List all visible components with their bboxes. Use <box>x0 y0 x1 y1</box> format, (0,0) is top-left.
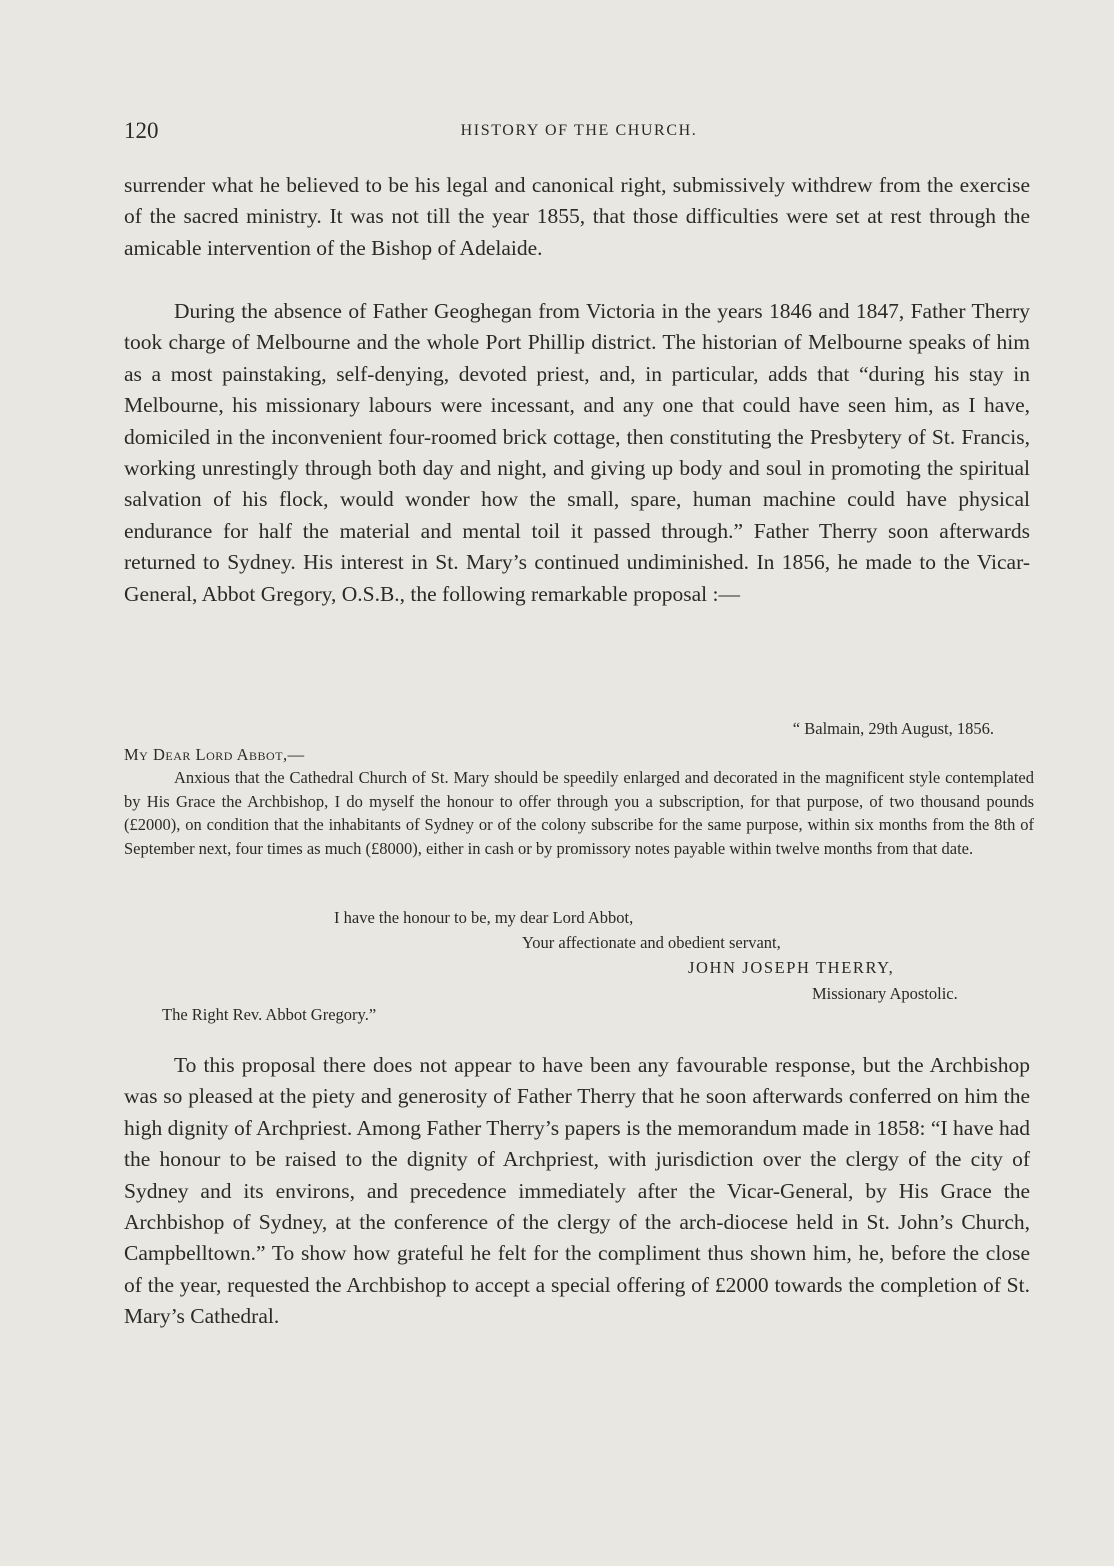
paragraph-1-text: surrender what he believed to be his legal and canonical right, submissively withdrew from the exercise of the sacred ministry. It was not till the year 1855, that those difficulties were set at rest through the amicable intervention of the Bishop of Adelaide. <box>124 173 1030 260</box>
paragraph-1 <box>124 170 1030 264</box>
letter-addressee: The Right Rev. Abbot Gregory.” <box>162 1005 377 1024</box>
letter-body-text: Anxious that the Cathedral Church of St. Mary should be speedily enlarged and decorated in the magnificent style contemplated by His Grace the Archbishop, I do myself the honour to offer through you a subscription, for that purpose, of two thousand pounds (£2000), on condition that the inhabitants of Sydney or of the colony subscribe for the same purpose, within six months from the 8th of September next, four times as much (£8000), either in cash or by promissory notes payable within twelve months from that date. <box>124 768 1034 858</box>
page-number: 120 <box>124 118 159 143</box>
letter-closing-servant: Your affectionate and obedient servant, <box>522 933 781 952</box>
running-title: HISTORY OF THE CHURCH. <box>460 122 698 139</box>
letter-signature: JOHN JOSEPH THERRY, <box>688 958 895 977</box>
letter-body <box>124 766 1034 860</box>
paragraph-3 <box>124 1050 1030 1333</box>
letter-salutation: My Dear Lord Abbot,— <box>124 745 305 764</box>
paragraph-3-text: To this proposal there does not appear to have been any favourable response, but the Archbishop was so pleased at the piety and generosity of Father Therry that he soon afterwards conferred on him the high dignity of Archpriest. Among Father Therry’s papers is the memorandum made in 1858: “I have had the honour to be raised to the dignity of Archpriest, with jurisdiction over the clergy of the city of Sydney and its environs, and precedence immediately after the Vicar-General, by His Grace the Archbishop of Sydney, at the conference of the clergy of the arch-diocese held in St. John’s Church, Campbelltown.” To show how grateful he felt for the compliment thus shown him, he, before the close of the year, requested the Archbishop to accept a special offering of £2000 towards the completion of St. Mary’s Cathedral. <box>124 1053 1030 1329</box>
letter-date: “ Balmain, 29th August, 1856. <box>792 719 994 738</box>
letter-closing: I have the honour to be, my dear Lord Abbot, <box>334 908 634 927</box>
paragraph-2-text: During the absence of Father Geoghegan from Victoria in the years 1846 and 1847, Father Therry took charge of Melbourne and the whole Port Phillip district. The historian of Melbourne speaks of him as a most painstaking, self-denying, devoted priest, and, in particular, adds that “during his stay in Melbourne, his missionary labours were incessant, and any one that could have seen him, as I have, domiciled in the inconvenient four-roomed brick cottage, then constituting the Presbytery of St. Francis, working unrestingly through both day and night, and giving up body and soul in promoting the spiritual salvation of his flock, would wonder how the small, spare, human machine could have physical endurance for half the material and mental toil it passed through.” Father Therry soon afterwards returned to Sydney. His interest in St. Mary’s continued undiminished. In 1856, he made to the Vicar-General, Abbot Gregory, O.S.B., the following remarkable proposal :— <box>124 299 1030 606</box>
letter-signature-title: Missionary Apostolic. <box>812 984 958 1003</box>
paragraph-2 <box>124 296 1030 610</box>
page-header <box>124 118 1034 148</box>
